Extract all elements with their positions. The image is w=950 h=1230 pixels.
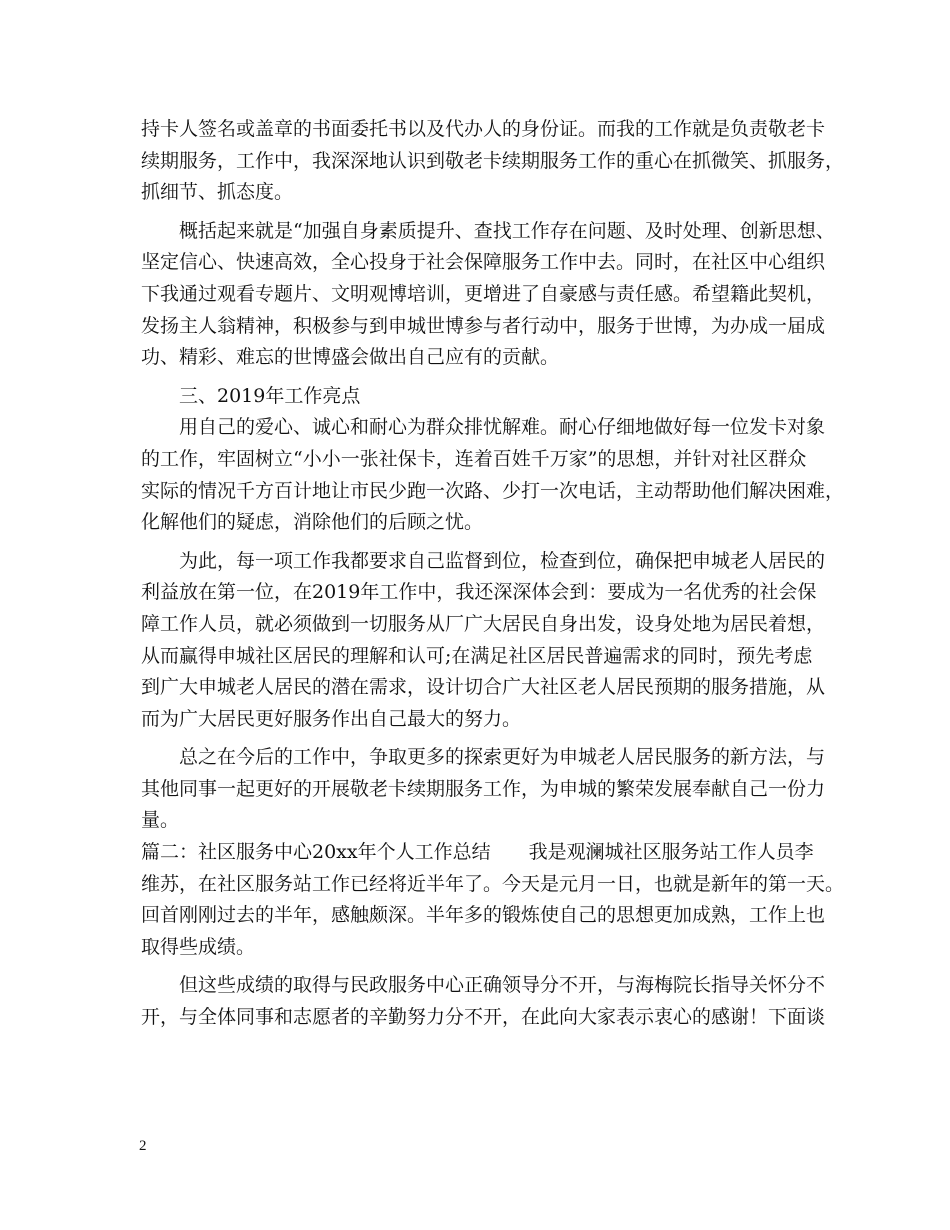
text-line: 维苏，在社区服务站工作已经将近半年了。今天是元月一日，也就是新年的第一天。 — [141, 872, 845, 895]
text-line: 坚定信心、快速高效，全心投身于社会保障服务工作中去。同时，在社区中心组织 — [141, 251, 826, 274]
text-line: 总之在今后的工作中，争取更多的探索更好为申城老人居民服务的新方法，与 — [179, 746, 826, 769]
text-line: 量。 — [141, 809, 180, 832]
text-line: 用自己的爱心、诚心和耐心为群众排忧解难。耐心仔细地做好每一位发卡对象 — [179, 416, 826, 439]
text-line: 而为广大居民更好服务作出自己最大的努力。 — [141, 707, 522, 730]
page-number: 2 — [139, 1138, 147, 1154]
text-line: 功、精彩、难忘的世博盛会做出自己应有的贡献。 — [141, 346, 560, 369]
body-text — [141, 114, 845, 1034]
text-line: 开，与全体同事和志愿者的辛勤努力分不开，在此向大家表示衷心的感谢！下面谈 — [141, 1006, 826, 1029]
text-line: 到广大申城老人居民的潜在需求，设计切合广大社区老人居民预期的服务措施，从 — [141, 676, 826, 699]
text-line: 从而赢得申城社区居民的理解和认可;在满足社区居民普遍需求的同时，预先考虑 — [141, 644, 813, 667]
text-line: 持卡人签名或盖章的书面委托书以及代办人的身份证。而我的工作就是负责敬老卡 — [141, 118, 826, 140]
text-line: 利益放在第一位，在2019年工作中，我还深深体会到：要成为一名优秀的社会保 — [141, 581, 817, 604]
text-line: 取得些成绩。 — [141, 935, 256, 958]
text-line: 的工作，牢固树立“小小一张社保卡，连着百姓千万家”的思想，并针对社区群众 — [141, 447, 807, 470]
text-line: 实际的情况千方百计地让市民少跑一次路、少打一次电话，主动帮助他们解决困难， — [141, 479, 845, 502]
text-line: 但这些成绩的取得与民政服务中心正确领导分不开，与海梅院长指导关怀分不 — [179, 974, 826, 997]
text-line: 化解他们的疑虑，消除他们的后顾之忧。 — [141, 511, 484, 534]
article-heading-line: 篇二：社区服务中心20xx年个人工作总结 我是观澜城社区服务站工作人员李 — [141, 841, 814, 864]
text-line: 概括起来就是“加强自身素质提升、查找工作存在问题、及时处理、创新思想、 — [179, 219, 835, 242]
section-heading: 三、2019年工作亮点 — [179, 384, 361, 407]
text-line: 为此，每一项工作我都要求自己监督到位，检查到位，确保把申城老人居民的 — [179, 549, 826, 572]
text-line: 其他同事一起更好的开展敬老卡续期服务工作，为申城的繁荣发展奉献自己一份力 — [141, 777, 826, 800]
text-line: 续期服务，工作中，我深深地认识到敬老卡续期服务工作的重心在抓微笑、抓服务， — [141, 149, 845, 172]
text-line: 抓细节、抓态度。 — [141, 181, 294, 204]
text-line: 发扬主人翁精神，积极参与到申城世博参与者行动中，服务于世博，为办成一届成 — [141, 314, 826, 337]
text-line: 障工作人员，就必须做到一切服务从厂广大居民自身出发，设身处地为居民着想， — [141, 612, 826, 635]
text-line: 下我通过观看专题片、文明观博培训，更增进了自豪感与责任感。希望籍此契机， — [141, 282, 826, 305]
text-line: 回首刚刚过去的半年，感触颇深。半年多的锻炼使自己的思想更加成熟，工作上也 — [141, 904, 826, 927]
